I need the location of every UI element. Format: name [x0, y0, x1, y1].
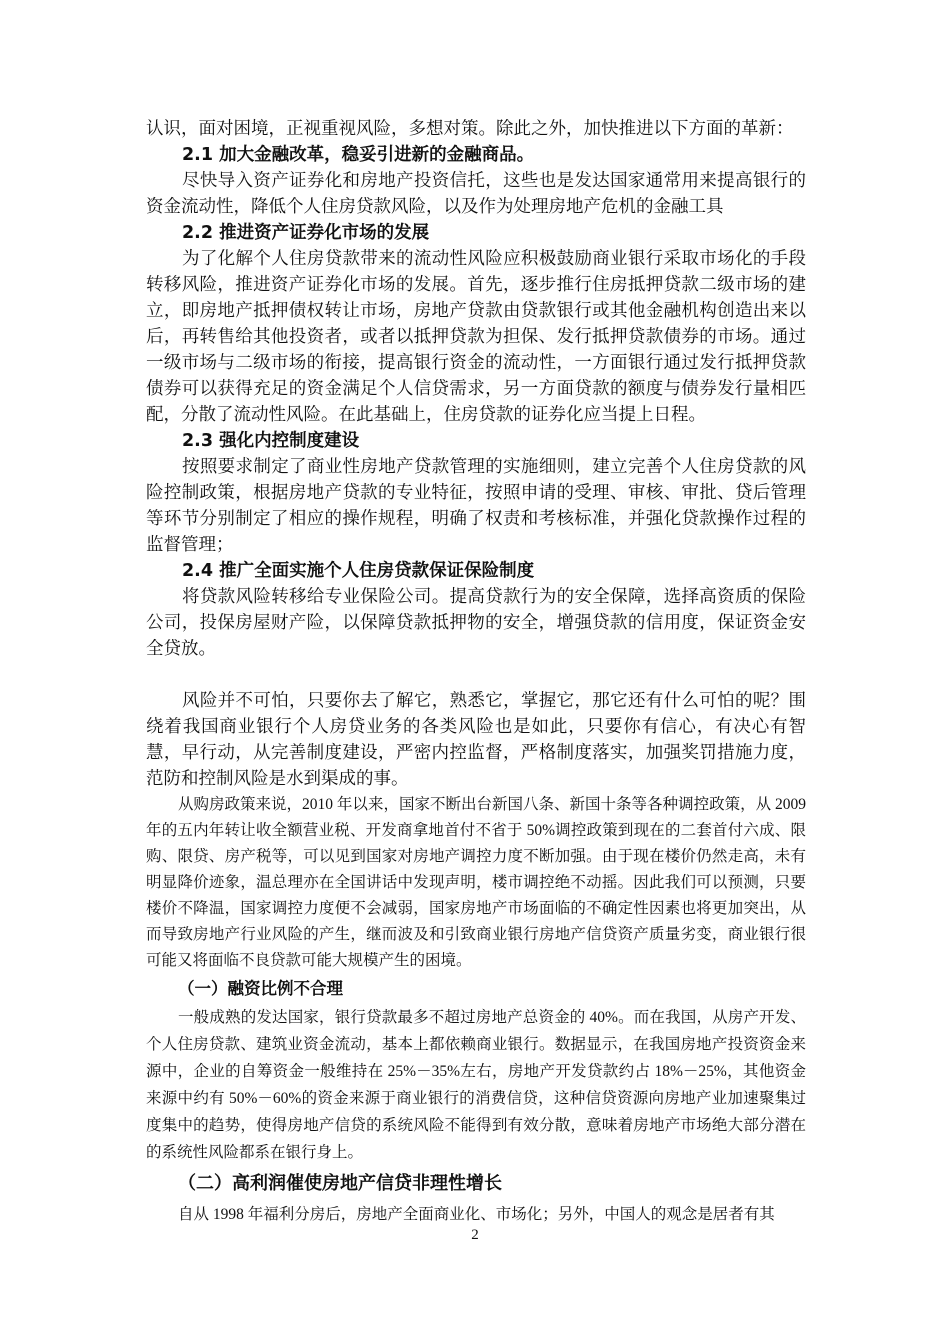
paragraph-2-3: 按照要求制定了商业性房地产贷款管理的实施细则，建立完善个人住房贷款的风险控制政策，根据房地产贷款的专业特征，按照申请的受理、审核、审批、贷后管理等环节分别制定了相应的操作规程，明确了权责和考核标准，并强化贷款操作过程的监督管理；	[146, 457, 806, 555]
heading-financing-ratio: （一）融资比例不合理	[178, 979, 343, 998]
blank-line	[146, 662, 806, 688]
heading-2-4: 2.4 推广全面实施个人住房贷款保证保险制度	[182, 561, 535, 581]
paragraph-2-2: 为了化解个人住房贷款带来的流动性风险应积极鼓励商业银行采取市场化的手段转移风险，推进资产证券化市场的发展。首先，逐步推行住房抵押贷款二级市场的建立，即房地产抵押债权转让市场，房地产贷款由贷款银行或其他金融机构创造出来以后，再转售给其他投资者，或者以抵押贷款为担保、发行抵押贷款债券的市场。通过一级市场与二级市场的衔接，提高银行资金的流动性，一方面银行通过发行抵押贷款债券可以获得充足的资金满足个人信贷需求，另一方面贷款的额度与债券发行量相匹配，分散了流动性风险。在此基础上，住房贷款的证券化应当提上日程。	[146, 249, 806, 425]
paragraph-policy: 从购房政策来说，2010 年以来，国家不断出台新国八条、新国十条等各种调控政策，从 2009 年的五内年转让收全额营业税、开发商拿地首付不省于 50%调控政策到现在的二套首付六成、限购、限贷、房产税等，可以见到国家对房地产调控力度不断加强。由于现在楼价仍然走高，未有明显降价迹象，温总理亦在全国讲话中发现声明，楼市调控绝不动摇。因此我们可以预测，只要楼价不降温，国家调控力度便不会减弱，国家房地产市场面临的不确定性因素也将更加突出，从而导致房地产行业风险的产生，继而波及和引致商业银行房地产信贷资产质量劣变，商业银行很可能又将面临不良贷款可能大规模产生的困境。	[146, 796, 806, 969]
heading-2-1: 2.1 加大金融改革，稳妥引进新的金融商品。	[182, 145, 535, 165]
paragraph-2-1: 尽快导入资产证券化和房地产投资信托，这些也是发达国家通常用来提高银行的资金流动性，降低个人住房贷款风险，以及作为处理房地产危机的金融工具	[146, 171, 806, 217]
page-number: 2	[471, 1227, 479, 1243]
paragraph-financing-ratio: 一般成熟的发达国家，银行贷款最多不超过房地产总资金的 40%。而在我国，从房产开发、个人住房贷款、建筑业资金流动，基本上都依赖商业银行。数据显示，在我国房地产投资资金来源中，企业的自筹资金一般维持在 25%－35%左右，房地产开发贷款约占 18%－25%，其他资金来源中约有 50%－60%的资金来源于商业银行的消费信贷，这种信贷资源向房地产业加速聚集过度集中的趋势，使得房地产信贷的系统风险不能得到有效分散，意味着房地产市场绝大部分潜在的系统性风险都系在银行身上。	[146, 1009, 806, 1161]
paragraph-high-profit: 自从 1998 年福利分房后，房地产全面商业化、市场化；另外，中国人的观念是居者有其	[178, 1206, 775, 1223]
paragraph-intro: 认识，面对困境，正视重视风险，多想对策。除此之外，加快推进以下方面的革新：	[146, 119, 794, 139]
heading-2-2: 2.2 推进资产证券化市场的发展	[182, 223, 430, 243]
heading-2-3: 2.3 强化内控制度建设	[182, 431, 360, 451]
paragraph-2-4: 将贷款风险转移给专业保险公司。提高贷款行为的安全保障，选择高资质的保险公司，投保房屋财产险，以保障贷款抵押物的安全，增强贷款的信用度，保证资金安全贷放。	[146, 587, 806, 659]
document-body	[146, 116, 806, 1228]
heading-high-profit: （二）高利润催使房地产信贷非理性增长	[178, 1173, 502, 1194]
paragraph-risk: 风险并不可怕，只要你去了解它，熟悉它，掌握它，那它还有什么可怕的呢？围绕着我国商业银行个人房贷业务的各类风险也是如此，只要你有信心，有决心有智慧，早行动，从完善制度建设，严密内控监督，严格制度落实，加强奖罚措施力度，范防和控制风险是水到渠成的事。	[146, 691, 806, 789]
